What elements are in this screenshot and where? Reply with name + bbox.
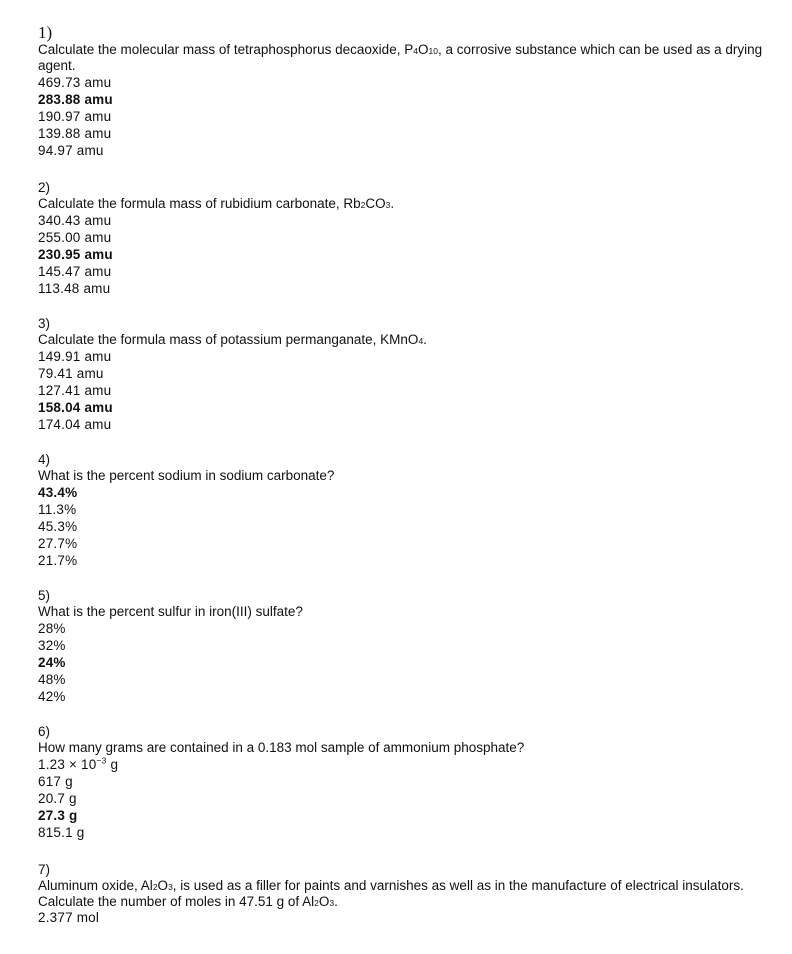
question-7 xyxy=(38,862,786,927)
question-number: 7) xyxy=(38,862,51,877)
answer-options xyxy=(38,621,786,706)
answer-option[interactable]: 27.7% xyxy=(38,536,78,551)
answer-options xyxy=(38,75,786,160)
answer-option[interactable]: 42% xyxy=(38,689,66,704)
answer-option-correct[interactable]: 24% xyxy=(38,655,66,670)
question-text xyxy=(38,878,786,910)
question-text: Calculate the formula mass of rubidium carbonate, Rb2CO3. xyxy=(38,196,395,211)
answer-option[interactable]: 149.91 amu xyxy=(38,349,112,364)
answer-option[interactable]: 139.88 amu xyxy=(38,126,112,141)
answer-options xyxy=(38,485,786,570)
question-number: 5) xyxy=(38,588,51,603)
answer-option[interactable]: 145.47 amu xyxy=(38,264,112,279)
question-text: What is the percent sulfur in iron(III) sulfate? xyxy=(38,604,303,619)
answer-option[interactable]: 94.97 amu xyxy=(38,143,104,158)
answer-option[interactable]: 11.3% xyxy=(38,502,77,517)
answer-option[interactable]: 28% xyxy=(38,621,66,636)
answer-options xyxy=(38,757,786,842)
answer-option[interactable]: 617 g xyxy=(38,774,73,789)
answer-options xyxy=(38,910,786,927)
question-text: Calculate the formula mass of potassium permanganate, KMnO4. xyxy=(38,332,427,347)
answer-option[interactable]: 113.48 amu xyxy=(38,281,111,296)
answer-option[interactable]: 79.41 amu xyxy=(38,366,104,381)
answer-options xyxy=(38,349,786,434)
answer-option[interactable]: 32% xyxy=(38,638,66,653)
answer-option[interactable]: $1.23 \times 10^{-3}$ g xyxy=(38,755,119,772)
question-number: 2) xyxy=(38,180,51,195)
answer-option[interactable]: 174.04 amu xyxy=(38,417,112,432)
question-number: 1) xyxy=(38,23,53,42)
answer-option-correct[interactable]: 230.95 amu xyxy=(38,247,113,262)
question-text: What is the percent sodium in sodium carbonate? xyxy=(38,468,335,483)
question-2 xyxy=(38,180,786,298)
answer-option-correct[interactable]: 43.4% xyxy=(38,485,78,500)
answer-option[interactable]: 48% xyxy=(38,672,66,687)
answer-option[interactable]: 45.3% xyxy=(38,519,78,534)
answer-option[interactable]: 2.377 mol xyxy=(38,910,100,925)
answer-option[interactable]: 127.41 amu xyxy=(38,383,112,398)
question-number: 6) xyxy=(38,724,51,739)
question-text: Calculate the molecular mass of tetraphosphorus decaoxide, P4O10, a corrosive substance which can be used as a drying agent. xyxy=(38,42,763,73)
question-3 xyxy=(38,316,786,434)
answer-option-correct[interactable]: 158.04 amu xyxy=(38,400,113,415)
answer-option[interactable]: 190.97 amu xyxy=(38,109,112,124)
question-text: How many grams are contained in a 0.183 mol sample of ammonium phosphate? xyxy=(38,740,525,755)
question-text-line: Calculate the number of moles in 47.51 g of Al2O3. xyxy=(38,894,338,909)
question-4 xyxy=(38,452,786,570)
answer-option[interactable]: 255.00 amu xyxy=(38,230,112,245)
answer-option-correct[interactable]: 283.88 amu xyxy=(38,92,113,107)
answer-option[interactable]: 20.7 g xyxy=(38,791,77,806)
answer-option[interactable]: 340.43 amu xyxy=(38,213,112,228)
answer-options xyxy=(38,213,786,298)
question-number: 4) xyxy=(38,452,51,467)
question-6 xyxy=(38,724,786,842)
question-number: 3) xyxy=(38,316,51,331)
question-text-line: Aluminum oxide, Al2O3, is used as a filler for paints and varnishes as well as in the manufacture of electrical insulators. xyxy=(38,878,744,893)
answer-option[interactable]: 815.1 g xyxy=(38,825,85,840)
answer-option[interactable]: 469.73 amu xyxy=(38,75,112,90)
answer-option-correct[interactable]: 27.3 g xyxy=(38,808,78,823)
answer-option[interactable]: 21.7% xyxy=(38,553,78,568)
question-1 xyxy=(38,24,786,160)
question-5 xyxy=(38,588,786,706)
